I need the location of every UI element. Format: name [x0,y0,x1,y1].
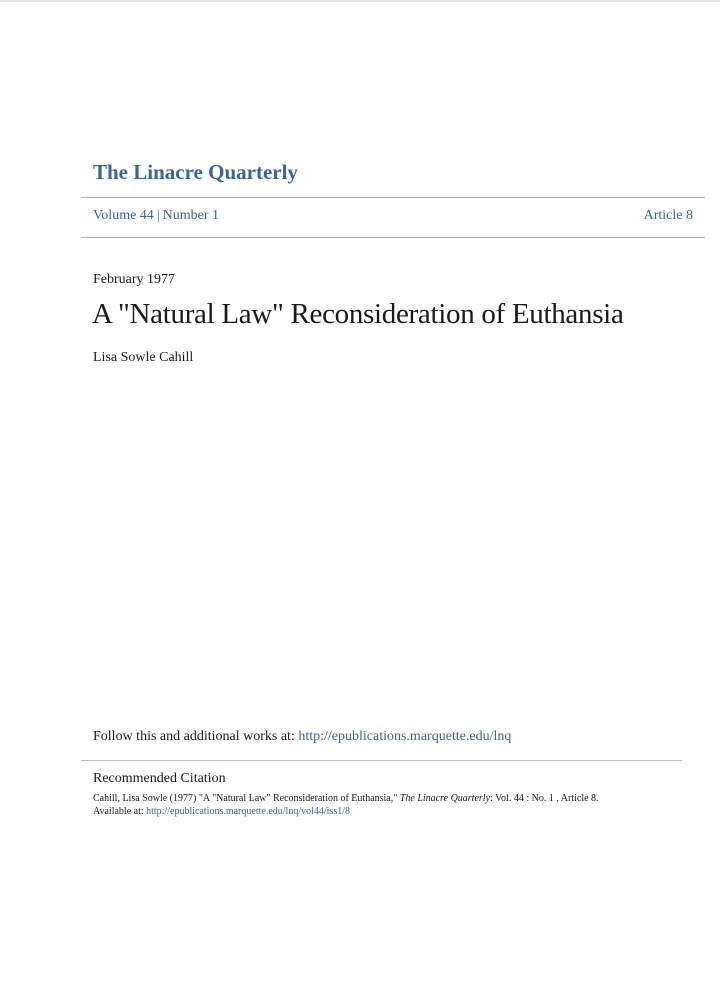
volume-link[interactable]: Volume 44 [93,208,154,223]
citation-text-before: Cahill, Lisa Sowle (1977) "A "Natural Law" Reconsideration of Euthansia," [93,793,398,804]
article-title: A "Natural Law" Reconsideration of Euthansia [92,298,624,330]
citation-url-link[interactable]: http://epublications.marquette.edu/lnq/vol44/iss1/8 [146,806,350,817]
article-number [644,208,693,224]
number-link[interactable]: Number 1 [162,208,220,223]
recommended-citation-heading: Recommended Citation [93,771,226,786]
issue-info-row [93,208,693,228]
citation-text-after: : Vol. 44 : No. 1 , Article 8. [490,793,599,804]
follow-label: Follow this and additional works at: [93,729,295,744]
citation-available-line [93,805,599,818]
citation-block [93,792,599,818]
volume-number-separator: | [156,208,160,223]
header-divider-top [81,197,705,198]
author-name[interactable]: Lisa Sowle Cahill [93,350,194,365]
follow-url-link[interactable]: http://epublications.marquette.edu/lnq [298,729,512,744]
citation-line [93,792,599,805]
page-top-edge [0,0,720,2]
volume-number-group [93,208,219,224]
header-divider-bottom [81,237,705,238]
citation-journal-name: The Linacre Quarterly [399,793,491,804]
article-link[interactable]: Article 8 [643,208,693,223]
journal-title[interactable]: The Linacre Quarterly [93,160,298,184]
citation-available-label: Available at: [93,806,144,817]
citation-divider [81,760,682,761]
publication-date: February 1977 [93,272,176,287]
follow-works-line [93,729,511,745]
